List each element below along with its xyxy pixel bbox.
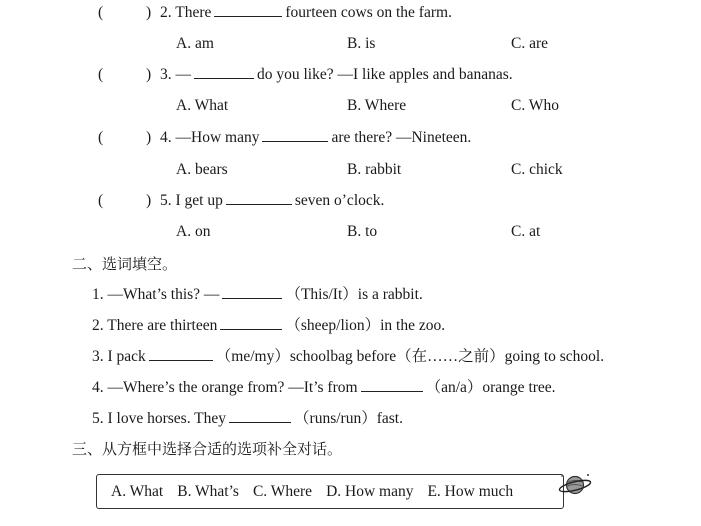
option-a: A. am [176, 35, 214, 52]
question-text [160, 67, 513, 83]
option-a: A. on [176, 223, 211, 240]
fill-text: （sheep/lion）in the zoo. [285, 317, 446, 334]
question-part: —How many [175, 129, 260, 146]
answer-paren-open: ( [98, 4, 104, 21]
answer-paren-close: ) [146, 4, 152, 21]
option-a: A. bears [176, 161, 228, 178]
answer-paren-close: ) [146, 129, 152, 146]
answer-paren-open: ( [98, 66, 104, 83]
question-text [160, 5, 452, 21]
fill-text: 1. —What’s this? — [92, 286, 220, 303]
option-a: A. What [176, 97, 229, 114]
section-2-title: 二、选词填空。 [72, 255, 178, 273]
question-number: 3. [160, 66, 172, 83]
question-text [160, 193, 384, 209]
fill-item-3 [92, 349, 604, 365]
option-item: D. How many [326, 483, 414, 500]
answer-blank[interactable] [229, 421, 291, 423]
question-number: 4. [160, 129, 172, 146]
question-part: There [175, 4, 212, 21]
option-item: E. How much [427, 483, 514, 500]
answer-blank[interactable] [262, 140, 328, 142]
option-b: B. to [347, 223, 378, 240]
option-item: A. What [111, 483, 164, 500]
fill-text: 5. I love horses. They [92, 410, 227, 427]
fill-text: 3. I pack [92, 348, 146, 365]
section-3-title: 三、从方框中选择合适的选项补全对话。 [72, 440, 343, 458]
option-b: B. is [347, 35, 376, 52]
question-number: 5. [160, 192, 172, 209]
question-part: do you like? —I like apples and bananas. [257, 66, 513, 83]
question-part: I get up [175, 192, 223, 209]
planet-icon [558, 470, 592, 505]
option-c: C. Who [511, 97, 559, 114]
answer-paren-open: ( [98, 129, 104, 146]
question-part: seven o’clock. [294, 192, 385, 209]
answer-paren-close: ) [146, 66, 152, 83]
question-part: — [175, 66, 191, 83]
question-part: fourteen cows on the farm. [285, 4, 452, 21]
option-c: C. are [511, 35, 549, 52]
option-item: B. What’s [177, 483, 239, 500]
fill-text: （me/my）schoolbag before（在……之前）going to school. [215, 348, 605, 365]
question-part: are there? —Nineteen. [331, 129, 472, 146]
fill-text: （runs/run）fast. [294, 410, 403, 427]
answer-blank[interactable] [226, 203, 292, 205]
fill-text: 2. There are thirteen [92, 317, 218, 334]
answer-blank[interactable] [220, 328, 282, 330]
fill-item-4 [92, 380, 556, 396]
option-b: B. rabbit [347, 161, 402, 178]
fill-text: （This/It）is a rabbit. [285, 286, 423, 303]
fill-item-2 [92, 318, 445, 334]
option-c: C. at [511, 223, 541, 240]
answer-blank[interactable] [214, 15, 282, 17]
fill-text: （an/a）orange tree. [425, 379, 556, 396]
option-c: C. chick [511, 161, 563, 178]
answer-blank[interactable] [194, 77, 254, 79]
option-b: B. Where [347, 97, 407, 114]
answer-blank[interactable] [361, 390, 423, 392]
answer-paren-close: ) [146, 192, 152, 209]
question-text [160, 130, 471, 146]
option-item: C. Where [252, 483, 313, 500]
options-list [111, 484, 513, 500]
fill-item-5 [92, 411, 403, 427]
answer-paren-open: ( [98, 192, 104, 209]
fill-text: 4. —Where’s the orange from? —It’s from [92, 379, 358, 396]
fill-item-1 [92, 287, 423, 303]
answer-blank[interactable] [222, 297, 282, 299]
answer-blank[interactable] [149, 359, 213, 361]
question-number: 2. [160, 4, 172, 21]
